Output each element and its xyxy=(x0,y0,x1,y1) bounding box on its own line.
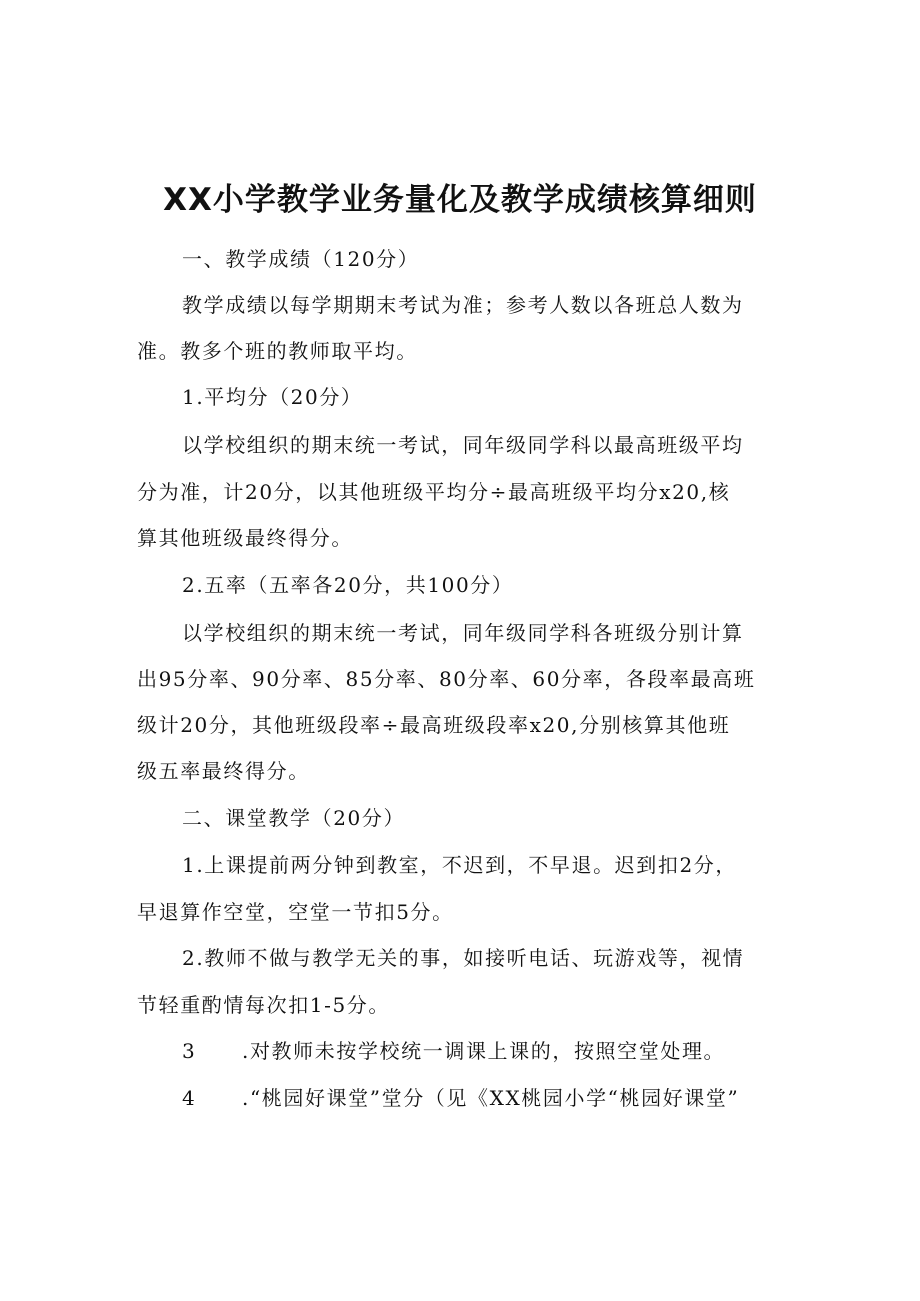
paragraph-line: 2.教师不做与教学无关的事，如接听电话、玩游戏等，视情 xyxy=(182,946,745,970)
paragraph-line: 教学成绩以每学期期末考试为准；参考人数以各班总人数为 xyxy=(182,293,744,317)
section-heading-teaching-results: 一、教学成绩（120分） xyxy=(182,247,420,271)
section-heading-classroom-teaching: 二、课堂教学（20分） xyxy=(182,806,406,830)
list-item-text: .“桃园好课堂”堂分（见《XX桃园小学“桃园好课堂” xyxy=(242,1086,740,1110)
subheading-five-rates: 2.五率（五率各20分，共100分） xyxy=(182,573,514,597)
list-item-3 xyxy=(182,1036,842,1066)
document-title: XX小学教学业务量化及教学成绩核算细则 xyxy=(163,182,757,218)
list-item-number: 4 xyxy=(182,1086,197,1110)
list-item-number: 3 xyxy=(182,1039,197,1063)
paragraph-line: 节轻重酌情每次扣1-5分。 xyxy=(137,993,391,1017)
subheading-average-score: 1.平均分（20分） xyxy=(182,385,363,409)
paragraph-line: 级计20分，其他班级段率÷最高班级段率x20,分别核算其他班 xyxy=(137,713,731,737)
list-item-4 xyxy=(182,1083,842,1113)
paragraph-line: 1.上课提前两分钟到教室，不迟到，不早退。迟到扣2分， xyxy=(182,853,738,877)
list-item-text: .对教师未按学校统一调课上课的，按照空堂处理。 xyxy=(242,1039,726,1063)
paragraph-line: 以学校组织的期末统一考试，同年级同学科各班级分别计算 xyxy=(182,621,744,645)
paragraph-line: 早退算作空堂，空堂一节扣5分。 xyxy=(137,900,454,924)
paragraph-line: 算其他班级最终得分。 xyxy=(137,526,353,550)
paragraph-line: 出95分率、90分率、85分率、80分率、60分率，各段率最高班 xyxy=(137,667,756,691)
paragraph-line: 分为准，计20分，以其他班级平均分÷最高班级平均分x20,核 xyxy=(137,480,731,504)
paragraph-line: 准。教多个班的教师取平均。 xyxy=(137,339,418,363)
paragraph-line: 以学校组织的期末统一考试，同年级同学科以最高班级平均 xyxy=(182,433,744,457)
paragraph-line: 级五率最终得分。 xyxy=(137,759,310,783)
